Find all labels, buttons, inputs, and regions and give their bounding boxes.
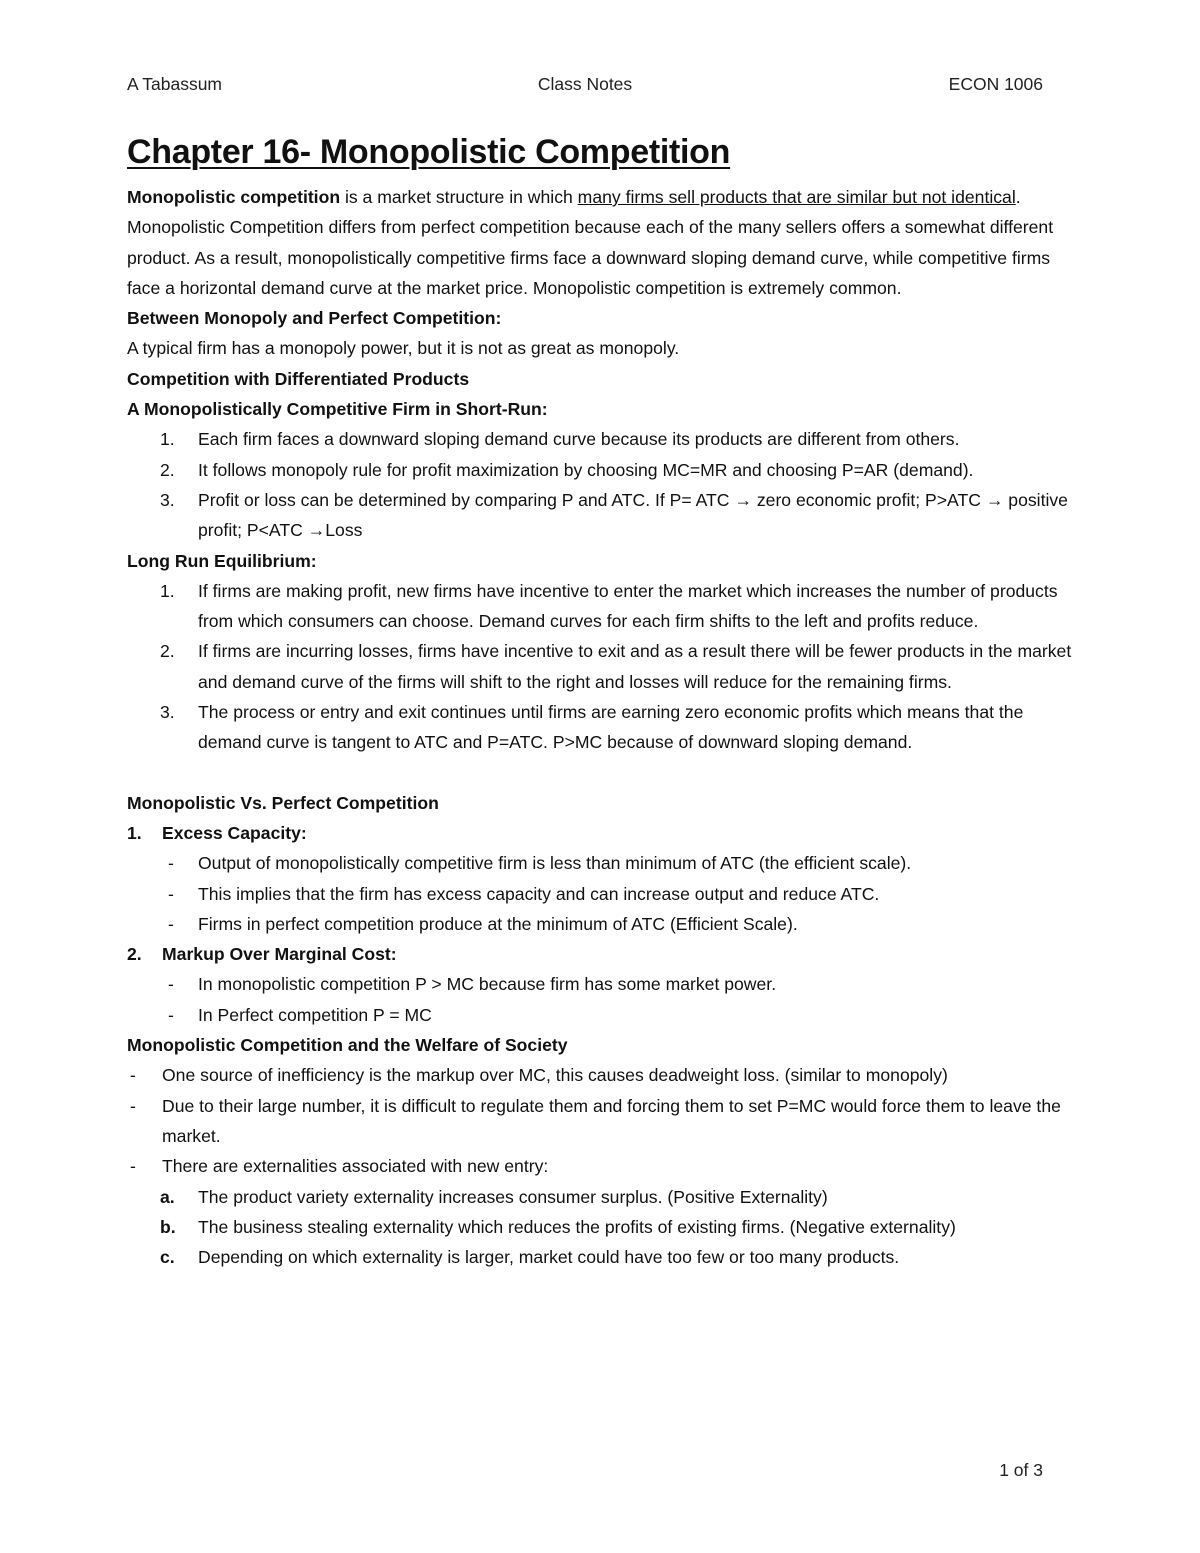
subsection-heading: [127, 818, 1077, 848]
spacer: [127, 758, 1077, 788]
list-marker: 1.: [160, 580, 175, 601]
bullet-item: [127, 909, 1077, 939]
intro-underlined: many firms sell products that are similar but not identical: [577, 187, 1016, 207]
header-author: A Tabassum: [127, 74, 223, 94]
list-marker: 3.: [160, 702, 175, 723]
bullet-item: [127, 1060, 1077, 1090]
list-marker: 3.: [160, 489, 175, 510]
dash-marker: -: [130, 1156, 136, 1177]
bullet-text: One source of inefficiency is the markup over MC, this causes deadweight loss. (similar to monopoly): [162, 1065, 948, 1086]
list-item: [127, 576, 1077, 637]
dash-marker: -: [130, 1065, 136, 1086]
bullet-text: Firms in perfect competition produce at the minimum of ATC (Efficient Scale).: [198, 913, 798, 934]
bullet-text: In Perfect competition P = MC: [198, 1004, 432, 1025]
list-item-text: If firms are incurring losses, firms have incentive to exit and as a result there will be fewer products in the market and demand curve of the firms will shift to the right and losses will reduce for the remaining firms.: [198, 641, 1072, 692]
subsection-heading: [127, 939, 1077, 969]
bullet-item: [127, 969, 1077, 999]
list-marker: a.: [160, 1186, 175, 1207]
list-item-text: Each firm faces a downward sloping demand curve because its products are different from others.: [198, 429, 960, 450]
header-doc-type: Class Notes: [537, 74, 633, 94]
bullet-text: In monopolistic competition P > MC because firm has some market power.: [198, 974, 777, 995]
header-course-code: ECON 1006: [948, 74, 1043, 94]
list-item-text: If firms are making profit, new firms have incentive to enter the market which increases the number of products from which consumers can choose. Demand curves for each firm shifts to the left and profits reduce.: [198, 580, 1058, 632]
dash-marker: -: [168, 1004, 174, 1025]
section-heading-long-run: Long Run Equilibrium:: [127, 550, 317, 571]
list-item: [127, 1212, 1077, 1242]
subsection-title: Markup Over Marginal Cost:: [162, 944, 397, 965]
intro-term: Monopolistic competition: [127, 187, 341, 207]
section-heading-between: Between Monopoly and Perfect Competition:: [127, 308, 502, 329]
between-text: A typical firm has a monopoly power, but it is not as great as monopoly.: [127, 338, 680, 359]
intro-rest: . Monopolistic Competition differs from perfect competition because each of the many sellers offers a somewhat different product. As a result, monopolistically competitive firms face a downward sloping demand curve, while competitive firms face a horizontal demand curve at the market price. Monopolistic competition is extremely common.: [127, 187, 1054, 298]
list-item-text: The process or entry and exit continues until firms are earning zero economic profits which means that the demand curve is tangent to ATC and P=ATC. P>MC because of downward sloping demand.: [198, 702, 1024, 753]
list-marker: 1.: [160, 429, 175, 450]
list-item-text: It follows monopoly rule for profit maximization by choosing MC=MR and choosing P=AR (demand).: [198, 459, 974, 480]
list-item: [127, 1182, 1077, 1212]
page-number: 1 of 3: [999, 1460, 1043, 1480]
list-marker: 2.: [127, 944, 142, 965]
intro-paragraph: [127, 182, 1077, 303]
section-heading-short-run: A Monopolistically Competitive Firm in Short-Run:: [127, 399, 548, 420]
list-marker: 2.: [160, 459, 175, 480]
list-item: [127, 455, 1077, 485]
dash-marker: -: [168, 913, 174, 934]
dash-marker: -: [168, 853, 174, 874]
list-item-text: The business stealing externality which reduces the profits of existing firms. (Negative externality): [198, 1216, 956, 1237]
bullet-item: [127, 848, 1077, 878]
intro-pre: is a market structure in which: [340, 187, 578, 207]
list-marker: c.: [160, 1247, 175, 1268]
section-heading-differentiated: Competition with Differentiated Products: [127, 368, 470, 389]
subsection-title: Excess Capacity:: [162, 822, 307, 843]
dash-marker: -: [168, 974, 174, 995]
bullet-text: Due to their large number, it is difficult to regulate them and forcing them to set P=MC would force them to leave the market.: [162, 1095, 1061, 1146]
list-marker: 2.: [160, 641, 175, 662]
page-title: Chapter 16- Monopolistic Competition: [127, 133, 731, 171]
bullet-item: [127, 1000, 1077, 1030]
bullet-item: [127, 879, 1077, 909]
list-marker: 1.: [127, 822, 142, 843]
list-item: [127, 424, 1077, 454]
bullet-item: [127, 1151, 1077, 1181]
bullet-text: This implies that the firm has excess capacity and can increase output and reduce ATC.: [198, 883, 880, 904]
list-item: [127, 485, 1077, 546]
page-header: [127, 74, 1043, 98]
list-item: [127, 697, 1077, 758]
document-body: [127, 182, 1077, 1272]
list-item: [127, 1242, 1077, 1272]
section-heading-welfare: Monopolistic Competition and the Welfare of Society: [127, 1035, 568, 1056]
bullet-item: [127, 1091, 1077, 1152]
list-item-text: Depending on which externality is larger, market could have too few or too many products.: [198, 1247, 900, 1268]
section-heading-vs: Monopolistic Vs. Perfect Competition: [127, 792, 439, 813]
list-marker: b.: [160, 1216, 176, 1237]
dash-marker: -: [168, 883, 174, 904]
list-item-text: Profit or loss can be determined by comparing P and ATC. If P= ATC → zero economic profit; P>ATC → positive profit; P<ATC →Loss: [198, 489, 1068, 541]
bullet-text: Output of monopolistically competitive firm is less than minimum of ATC (the efficient scale).: [198, 853, 912, 874]
bullet-text: There are externalities associated with new entry:: [162, 1156, 549, 1177]
list-item-text: The product variety externality increases consumer surplus. (Positive Externality): [198, 1186, 828, 1207]
list-item: [127, 636, 1077, 697]
dash-marker: -: [130, 1095, 136, 1116]
